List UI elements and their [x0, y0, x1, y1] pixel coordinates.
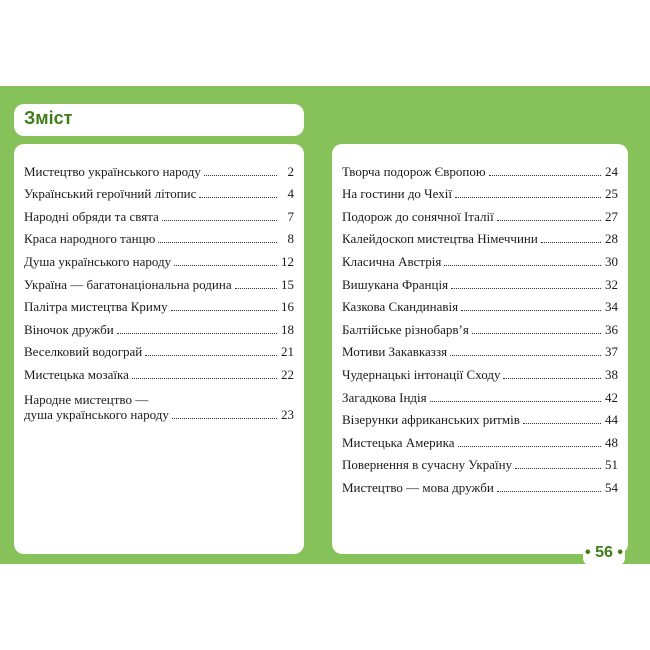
toc-leader-dots	[199, 197, 277, 198]
toc-entry-page: 24	[605, 163, 618, 179]
toc-leader-dots	[145, 355, 277, 356]
toc-entry-title: Казкова Скандинавія	[342, 299, 459, 315]
toc-entry-page: 27	[605, 208, 618, 224]
toc-entry[interactable]	[342, 269, 618, 292]
toc-entry-page: 21	[281, 344, 294, 360]
toc-entry-page: 42	[605, 389, 618, 405]
toc-leader-dots	[235, 288, 277, 289]
toc-entry-title: Мистецтво українського народу	[24, 163, 201, 179]
toc-leader-dots	[158, 242, 277, 243]
toc-entry-title: Віночок дружби	[24, 321, 114, 337]
toc-entry[interactable]	[342, 224, 618, 247]
toc-leader-dots	[458, 446, 602, 447]
toc-entry-page: 23	[281, 406, 294, 422]
toc-entry[interactable]	[342, 292, 618, 315]
toc-entry[interactable]	[342, 427, 618, 450]
toc-entry-page: 36	[605, 321, 618, 337]
toc-entry[interactable]	[342, 314, 618, 337]
title-box	[14, 104, 304, 136]
toc-entry-page: 54	[605, 479, 618, 495]
toc-entry-page: 34	[605, 299, 618, 315]
page-title: Зміст	[24, 108, 73, 128]
toc-entry-title: Душа українського народу	[24, 253, 172, 269]
toc-leader-dots	[455, 197, 601, 198]
toc-right-panel	[332, 144, 628, 554]
toc-entry[interactable]	[24, 382, 294, 422]
toc-entry-title: Краса народного танцю	[24, 231, 156, 247]
toc-entry-title: Народні обряди та свята	[24, 208, 159, 224]
toc-leader-dots	[132, 378, 277, 379]
toc-leader-dots	[171, 310, 277, 311]
toc-left-panel	[14, 144, 304, 554]
toc-entry-title: Мистецтво — мова дружби	[342, 479, 494, 495]
toc-entry[interactable]	[24, 156, 294, 179]
toc-leader-dots	[497, 220, 601, 221]
toc-leader-dots	[523, 423, 601, 424]
toc-entry-title: Мотиви Закавказзя	[342, 344, 448, 360]
toc-entry-title: Повернення в сучасну Україну	[342, 457, 513, 473]
toc-entry[interactable]	[24, 292, 294, 315]
toc-entry-page: 8	[287, 231, 294, 247]
toc-entry-page: 32	[605, 276, 618, 292]
toc-entry[interactable]	[24, 269, 294, 292]
toc-entry-title: Український героїчний літопис	[24, 186, 197, 202]
toc-left-list	[24, 156, 294, 422]
toc-entry-page: 4	[287, 186, 294, 202]
toc-entry[interactable]	[342, 405, 618, 428]
toc-entry-page: 30	[605, 253, 618, 269]
toc-leader-dots	[430, 401, 601, 402]
toc-entry[interactable]	[342, 179, 618, 202]
toc-leader-dots	[515, 468, 601, 469]
toc-entry[interactable]	[342, 382, 618, 405]
toc-leader-dots	[461, 310, 601, 311]
page-number: • 56 •	[583, 540, 625, 566]
toc-entry[interactable]	[342, 246, 618, 269]
toc-leader-dots	[204, 175, 277, 176]
toc-entry-page: 28	[605, 231, 618, 247]
toc-entry[interactable]	[24, 246, 294, 269]
toc-entry-page: 12	[281, 253, 294, 269]
toc-entry[interactable]	[342, 472, 618, 495]
toc-leader-dots	[174, 265, 277, 266]
toc-entry[interactable]	[342, 359, 618, 382]
toc-entry[interactable]	[342, 337, 618, 360]
toc-leader-dots	[489, 175, 601, 176]
toc-entry-page: 15	[281, 276, 294, 292]
toc-entry-title: Мистецька мозаїка	[24, 366, 129, 382]
toc-leader-dots	[117, 333, 277, 334]
toc-entry-title-line1: Народне мистецтво —	[24, 391, 149, 407]
toc-leader-dots	[172, 418, 277, 419]
toc-entry[interactable]	[24, 224, 294, 247]
toc-entry-title: Палітра мистецтва Криму	[24, 299, 168, 315]
toc-entry-title: Мистецька Америка	[342, 434, 455, 450]
toc-entry[interactable]	[342, 156, 618, 179]
toc-leader-dots	[162, 220, 277, 221]
toc-leader-dots	[444, 265, 601, 266]
toc-entry-title: На гостини до Чехії	[342, 186, 452, 202]
toc-entry-title: Україна — багатонаціональна родина	[24, 276, 232, 292]
toc-entry-page: 37	[605, 344, 618, 360]
toc-leader-dots	[503, 378, 601, 379]
toc-entry-title: Балтійське різнобарв’я	[342, 321, 469, 337]
toc-leader-dots	[541, 242, 601, 243]
toc-entry[interactable]	[24, 314, 294, 337]
toc-leader-dots	[497, 491, 601, 492]
toc-entry-title: Вишукана Франція	[342, 276, 449, 292]
toc-entry-page: 44	[605, 412, 618, 428]
toc-entry[interactable]	[24, 179, 294, 202]
toc-entry-title: Чудернацькі інтонації Сходу	[342, 366, 501, 382]
toc-entry-title: Подорож до сонячної Італії	[342, 208, 494, 224]
toc-entry[interactable]	[24, 201, 294, 224]
toc-entry-page: 48	[605, 434, 618, 450]
toc-entry-title: Загадкова Індія	[342, 389, 427, 405]
toc-entry-page: 25	[605, 186, 618, 202]
toc-entry-title	[24, 392, 169, 422]
toc-entry[interactable]	[24, 359, 294, 382]
toc-entry-title-line2: душа українського народу	[24, 406, 169, 422]
toc-leader-dots	[451, 288, 601, 289]
toc-entry-page: 16	[281, 299, 294, 315]
toc-leader-dots	[472, 333, 601, 334]
toc-entry-title: Веселковий водограй	[24, 344, 143, 360]
toc-entry-title: Візерунки африканських ритмів	[342, 412, 520, 428]
toc-entry[interactable]	[342, 201, 618, 224]
toc-entry-page: 18	[281, 321, 294, 337]
toc-entry-title: Творча подорож Європою	[342, 163, 486, 179]
toc-entry[interactable]	[342, 450, 618, 473]
toc-entry-page: 38	[605, 366, 618, 382]
toc-entry-page: 22	[281, 366, 294, 382]
toc-entry[interactable]	[24, 337, 294, 360]
toc-leader-dots	[450, 355, 601, 356]
toc-entry-page: 7	[287, 208, 294, 224]
toc-entry-title: Класична Австрія	[342, 253, 442, 269]
toc-entry-title: Калейдоскоп мистецтва Німеччини	[342, 231, 538, 247]
toc-entry-page: 51	[605, 457, 618, 473]
toc-entry-page: 2	[287, 163, 294, 179]
toc-right-list	[342, 156, 618, 495]
